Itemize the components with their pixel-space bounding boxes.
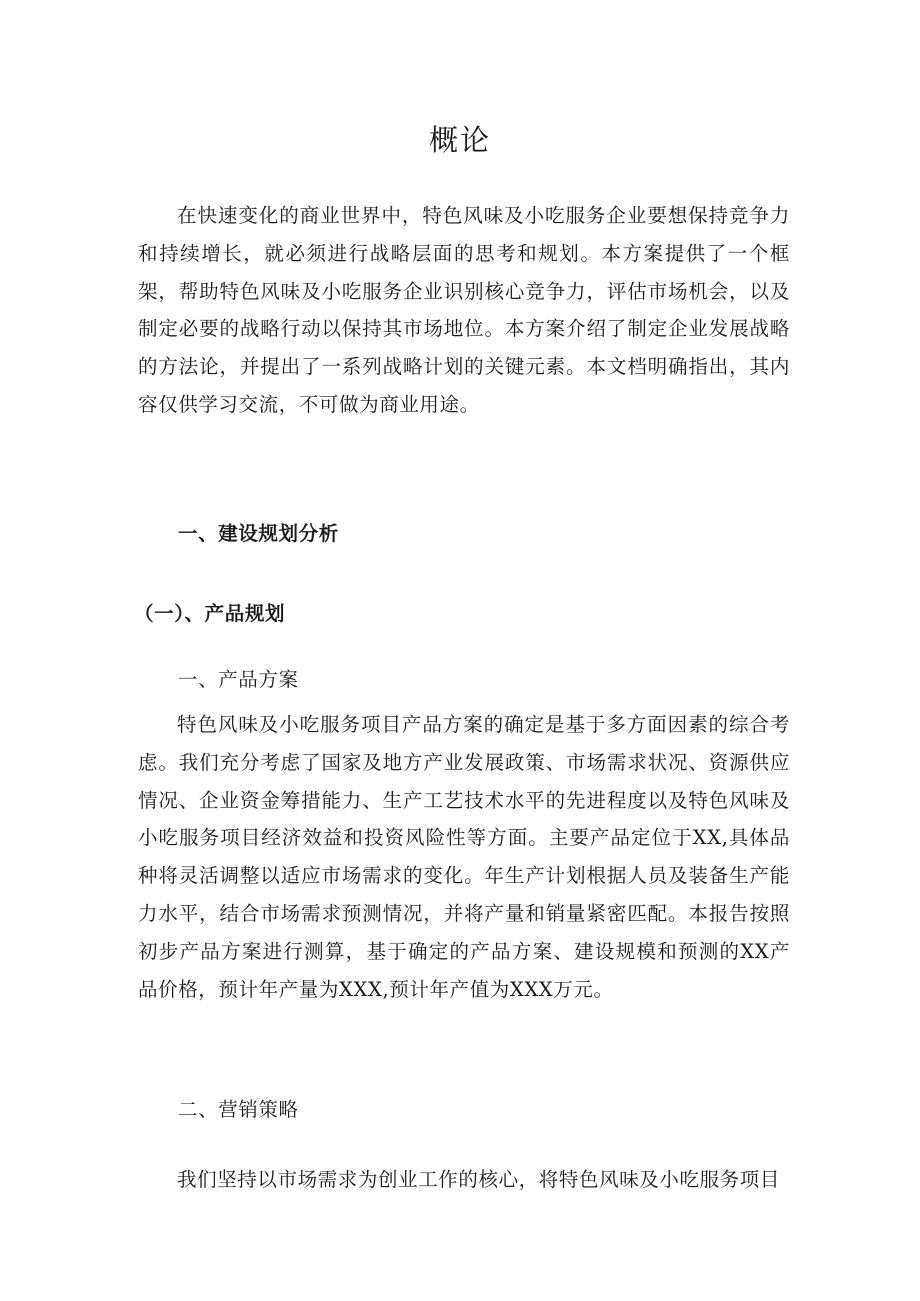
marketing-strategy-heading: 二、营销策略 (178, 1098, 299, 1121)
marketing-strategy-paragraph: 我们坚持以市场需求为创业工作的核心，将特色风味及小吃服务项目 (177, 1168, 781, 1191)
section-heading: 一、建设规划分析 (178, 522, 339, 545)
product-plan-paragraph: 特色风味及小吃服务项目产品方案的确定是基于多方面因素的综合考虑。我们充分考虑了国家及地方产业发展政策、市场需求状况、资源供应情况、企业资金筹措能力、生产工艺技术水平的先进程度以及特色风味及小吃服务项目经济效益和投资风险性等方面。主要产品定位于XX,具体品种将灵活调整以适应市场需求的变化。年生产计划根据人员及装备生产能力水平，结合市场需求预测情况，并将产量和销量紧密匹配。本报告按照初步产品方案进行测算，基于确定的产品方案、建设规模和预测的XX产品价格，预计年产量为XXX,预计年产值为XXX万元。 (138, 713, 790, 1001)
product-plan-heading: 一、产品方案 (178, 668, 299, 691)
page-title: 概论 (428, 123, 491, 157)
intro-paragraph: 在快速变化的商业世界中，特色风味及小吃服务企业要想保持竞争力和持续增长，就必须进行战略层面的思考和规划。本方案提供了一个框架，帮助特色风味及小吃服务企业识别核心竞争力，评估市场机会，以及制定必要的战略行动以保持其市场地位。本方案介绍了制定企业发展战略的方法论，并提出了一系列战略计划的关键元素。本文档明确指出，其内容仅供学习交流，不可做为商业用途。 (138, 204, 790, 416)
subsection-heading: （一）、产品规划 (134, 602, 286, 625)
